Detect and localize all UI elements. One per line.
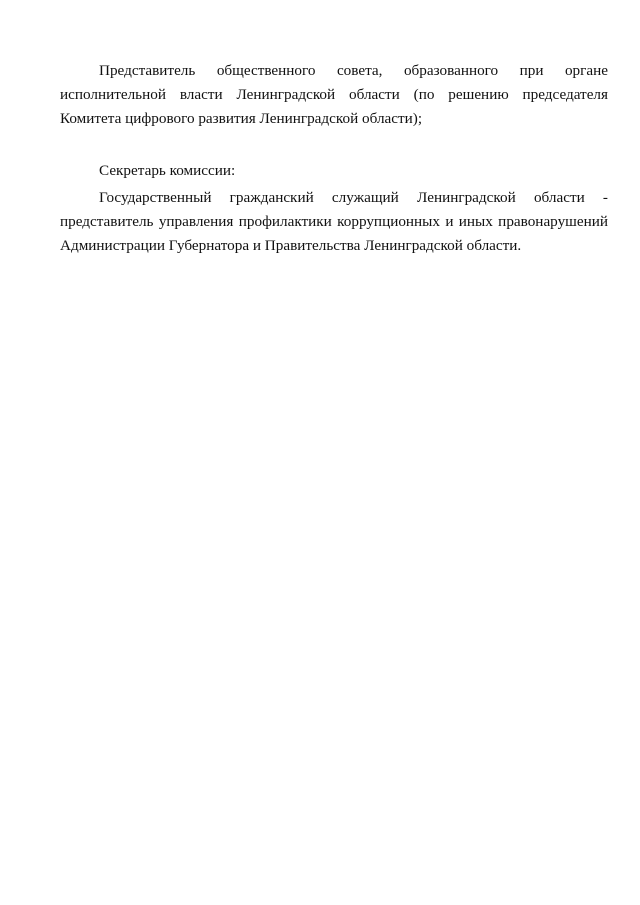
paragraph-commission-secretary-heading: Секретарь комиссии: [99,162,236,179]
paragraph-public-council-representative: Представитель общественного совета, образованного при органе исполнительной власти Ленинградской области (по решению председателя Комитета цифрового развития Ленинградской области); [60,62,608,127]
paragraph-civil-servant-representative: Государственный гражданский служащий Ленинградской области - представитель управления профилактики коррупционных и иных правонарушений Администрации Губернатора и Правительства Ленинградской области. [60,189,608,254]
